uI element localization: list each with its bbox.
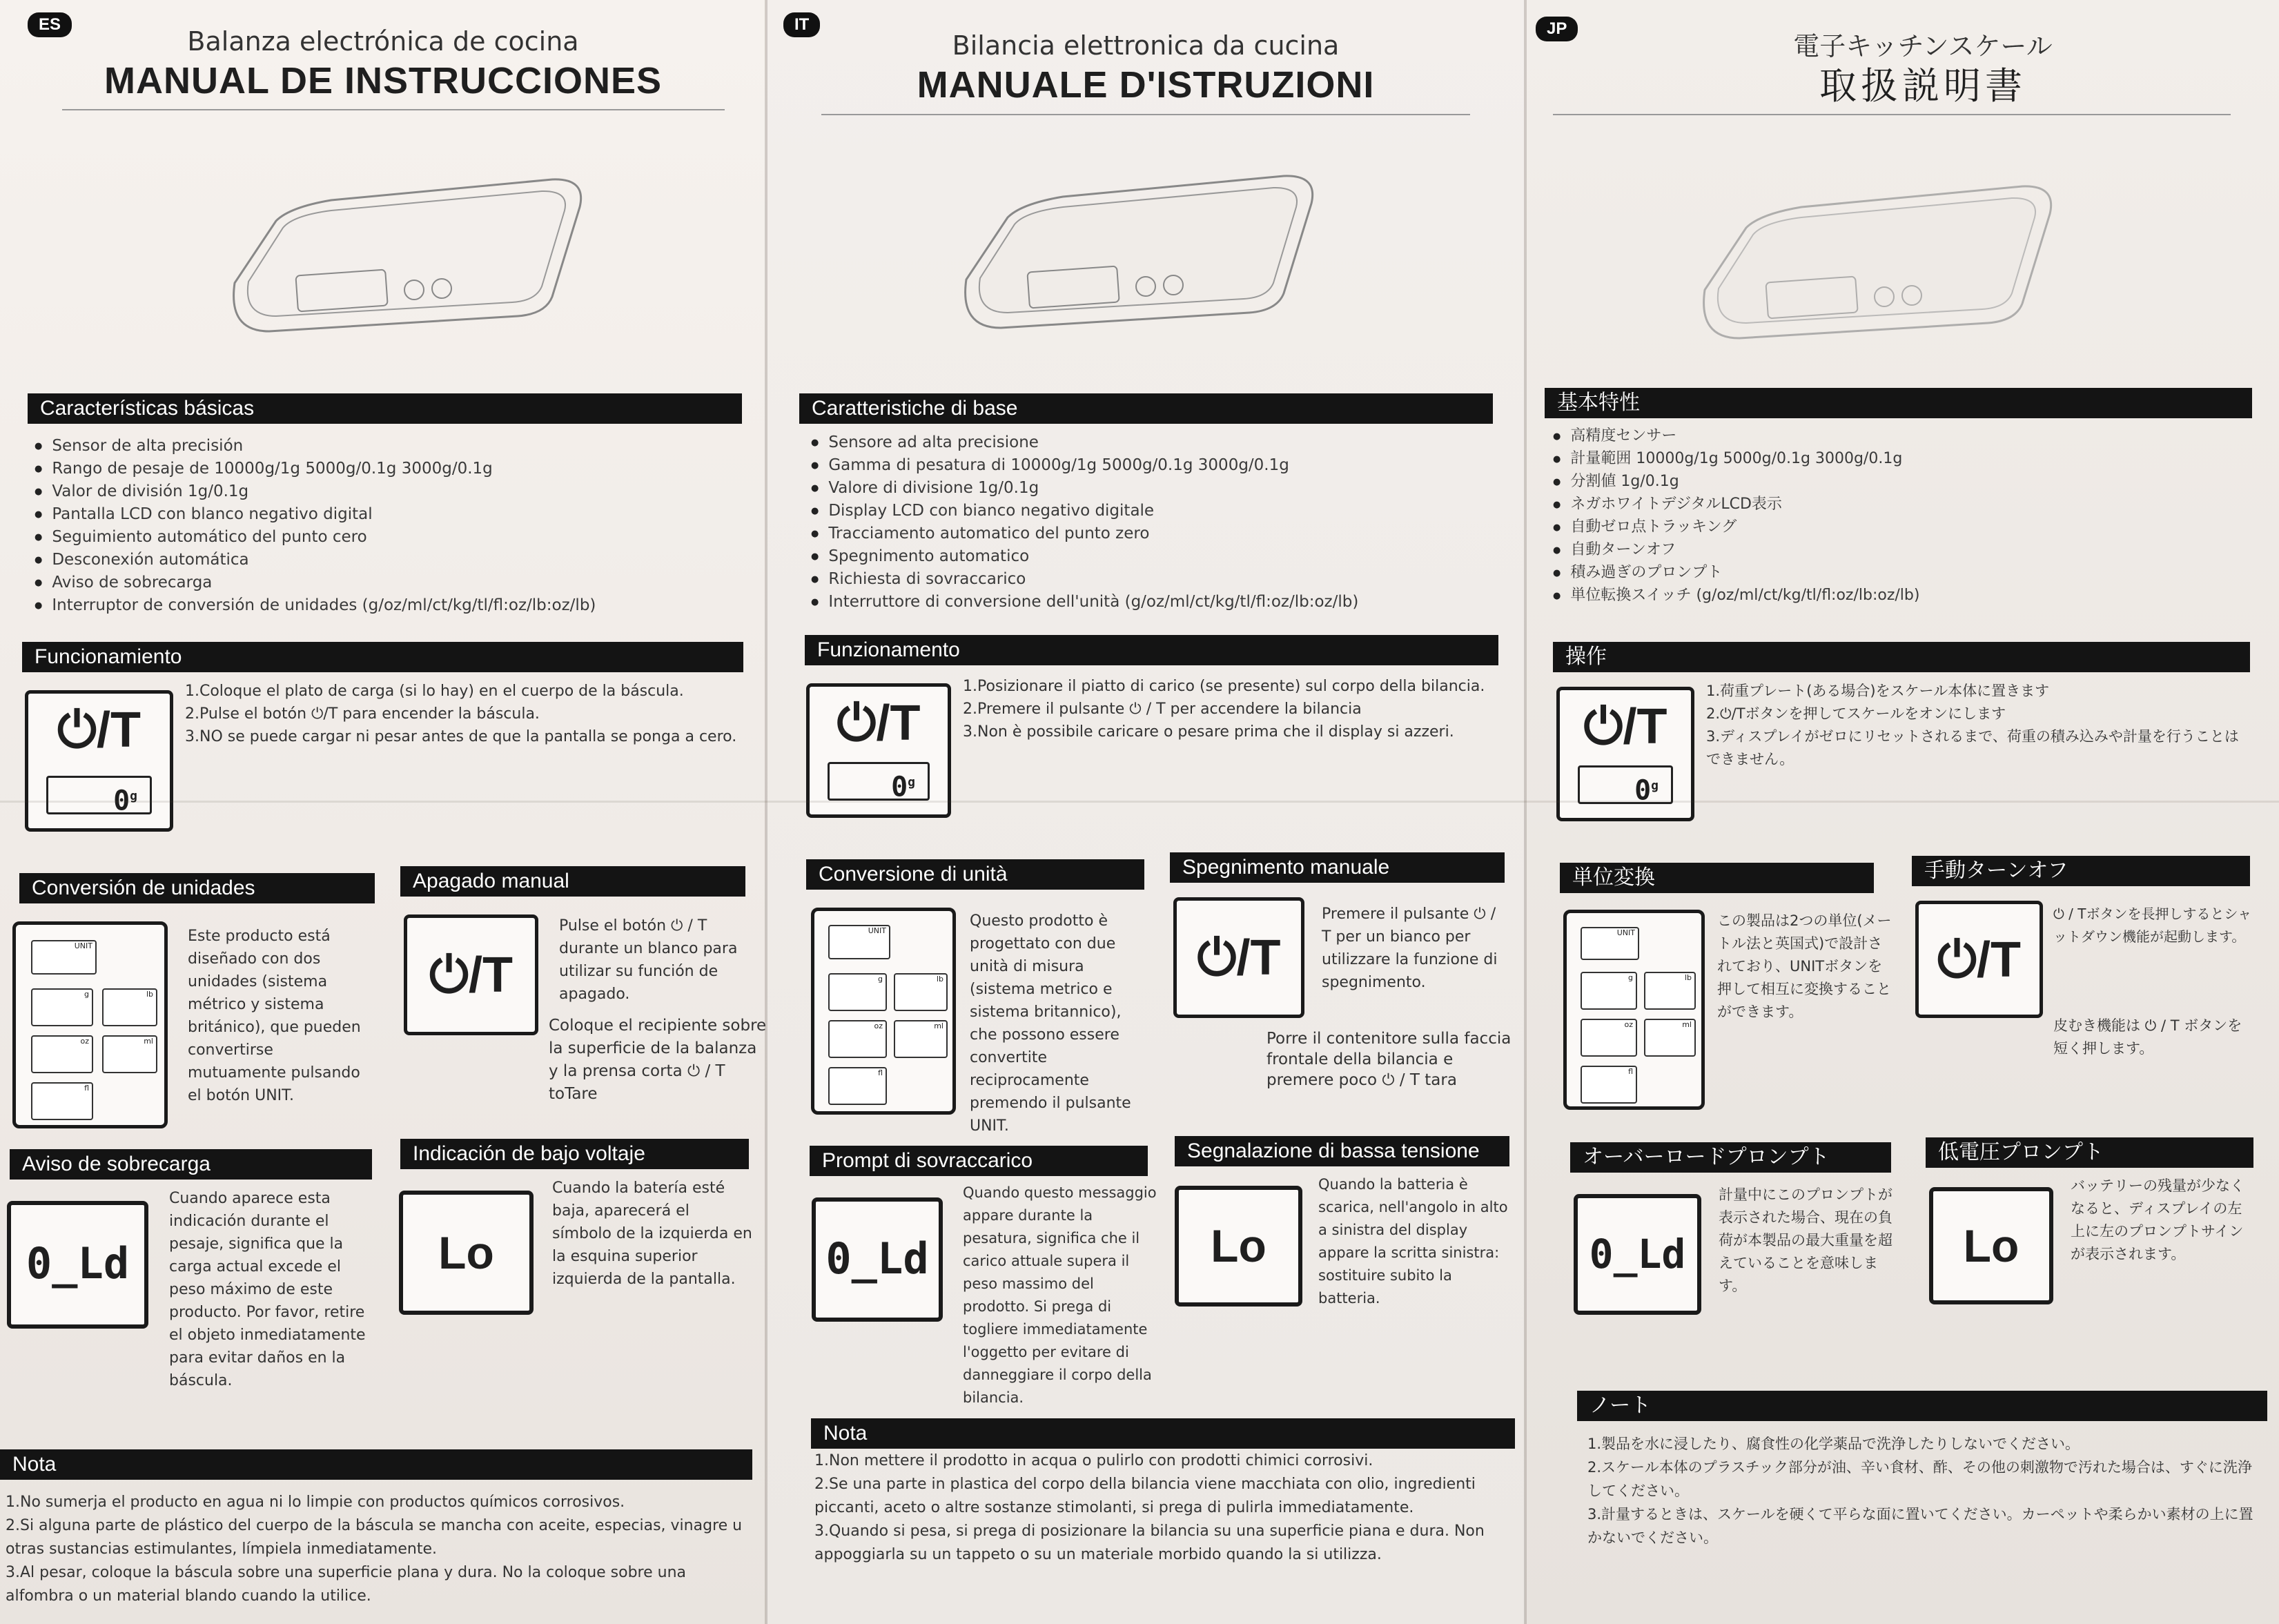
operation-step: 2.⏻/Tボタンを押してスケールをオンにします — [1706, 705, 2006, 722]
power-tare-button-diagram — [1173, 897, 1304, 1018]
lcd-display: 0$^g$ — [828, 762, 930, 801]
notes-list — [6, 1491, 751, 1608]
unit-conversion-heading: Conversión de unidades — [19, 873, 375, 903]
manual-off-text: Premere il pulsante ⏻ / T per un bianco per utilizzare la funzione di spegnimento. — [1322, 906, 1498, 991]
operation-step: 1.Posizionare il piatto di carico (se presente) sul corpo della bilancia. — [963, 678, 1485, 695]
language-badge: JP — [1536, 17, 1578, 41]
unit-g-icon: g — [1581, 972, 1637, 1010]
kitchen-scale-illustration — [193, 124, 621, 345]
feature-item: ● Seguimiento automático del punto cero — [35, 526, 596, 549]
unit-conversion-heading: Conversione di unità — [806, 859, 1144, 890]
unit-g-icon: g — [828, 973, 887, 1011]
unit-oz-icon: oz — [828, 1020, 887, 1058]
feature-item: ● Interruptor de conversión de unidades (g/oz/ml/ct/kg/tl/fl:oz/lb:oz/lb) — [35, 594, 596, 617]
paper-fold-line — [0, 801, 2279, 803]
tare-text: Coloque el recipiente sobre la superficie de la balanza y la prensa corta ⏻ / T toTare — [549, 1017, 766, 1103]
title-divider — [62, 109, 725, 110]
unit-buttons-diagram — [12, 921, 168, 1128]
kitchen-scale-illustration — [1663, 131, 2091, 352]
features-list — [811, 431, 1358, 614]
low-voltage-heading: 低電圧プロンプト — [1926, 1137, 2253, 1168]
language-badge: IT — [783, 12, 820, 37]
low-voltage-heading: Segnalazione di bassa tensione — [1175, 1136, 1509, 1166]
power-tare-icon: ⏻/T — [1937, 932, 2021, 988]
power-tare-button-diagram — [1915, 901, 2043, 1018]
unit-conversion-text: Questo prodotto è progettato con due unità di misura (sistema metrico e sistema britannico), che possono essere convertite reciprocamente premendo il pulsante UNIT. — [970, 912, 1131, 1135]
overload-heading: Aviso de sobrecarga — [10, 1149, 372, 1180]
feature-item: ● Sensor de alta precisión — [35, 435, 596, 458]
low-voltage-text: バッテリーの残量が少なくなると、ディスプレイの左上に左のプロンプトサインが表示されます。 — [2071, 1177, 2244, 1262]
feature-item: ● Display LCD con bianco negativo digitale — [811, 500, 1358, 522]
manual-subtitle: 電子キッチンスケール — [1793, 31, 2053, 61]
manual-off-heading: Apagado manual — [400, 866, 745, 897]
power-tare-display-diagram — [25, 690, 173, 832]
unit-lb-icon: lb — [102, 988, 157, 1026]
feature-item: ● Richiesta di sovraccarico — [811, 568, 1358, 591]
kitchen-scale-illustration — [925, 121, 1353, 342]
manual-off-text: Pulse el botón ⏻ / T durante un blanco para utilizar su función de apagado. — [559, 917, 738, 1003]
lcd-display: 0$^g$ — [1578, 765, 1673, 804]
tare-text: Porre il contenitore sulla faccia frontale della bilancia e premere poco ⏻ / T tara — [1266, 1030, 1512, 1089]
overload-symbol-box — [812, 1197, 943, 1322]
features-heading: Características básicas — [28, 393, 742, 424]
operation-step: 1.荷重プレート(ある場合)をスケール本体に置きます — [1706, 683, 2050, 699]
feature-item: ● Spegnimento automatico — [811, 545, 1358, 568]
unit-buttons-diagram — [1563, 910, 1705, 1110]
note-item: 2.Se una parte in plastica del corpo della bilancia viene macchiata con olio, ingredienti piccanti, aceto o altre sostanze stimolanti, si prega di pulirla immediatamente. — [814, 1476, 1476, 1516]
title-divider — [1553, 114, 2231, 115]
unit-ml-icon: ml — [894, 1020, 948, 1058]
feature-item: ● Pantalla LCD con blanco negativo digital — [35, 503, 596, 526]
note-item: 2.スケール本体のプラスチック部分が油、辛い食材、酢、その他の刺激物で汚れた場合は、すぐに洗浄してください。 — [1587, 1459, 2252, 1499]
operation-step: 2.Pulse el botón ⏻/T para encender la báscula. — [185, 705, 540, 723]
notes-list — [1587, 1432, 2264, 1549]
note-item: 1.製品を水に浸したり、腐食性の化学薬品で洗浄したりしないでください。 — [1587, 1436, 2080, 1452]
feature-item: ● Sensore ad alta precisione — [811, 431, 1358, 454]
note-item: 2.Si alguna parte de plástico del cuerpo de la báscula se mancha con aceite, especias, vinagre u otras sustancias estimulantes, límpiela inmediatamente. — [6, 1517, 743, 1558]
unit-oz-icon: oz — [1581, 1019, 1637, 1057]
overload-heading: Prompt di sovraccarico — [810, 1146, 1148, 1176]
low-voltage-text: Cuando la batería esté baja, aparecerá el símbolo de la izquierda en la esquina superior izquierda de la pantalla. — [552, 1180, 752, 1288]
low-voltage-symbol-box — [1929, 1187, 2053, 1304]
note-heading: Nota — [811, 1418, 1515, 1449]
overload-text: Quando questo messaggio appare durante la pesatura, significa che il carico attuale supera il peso massimo del prodotto. Si prega di togliere immediatamente l'oggetto per evitare di danneggiare il corpo della bilancia. — [963, 1184, 1157, 1406]
panel-it — [766, 0, 1525, 1624]
panel-es — [0, 0, 766, 1624]
unit-button-icon: UNIT — [31, 940, 97, 975]
low-voltage-symbol-box — [399, 1191, 534, 1315]
power-tare-icon: ⏻/T — [57, 703, 141, 758]
low-battery-icon: Lo — [1211, 1220, 1266, 1271]
power-tare-icon: ⏻/T — [837, 696, 921, 751]
feature-item: ● Desconexión automática — [35, 549, 596, 571]
feature-item: ● ネガホワイトデジタルLCD表示 — [1553, 493, 1919, 516]
unit-fl-icon: fl — [31, 1082, 93, 1120]
operation-steps — [185, 680, 751, 748]
unit-conversion-text: この製品は2つの単位(メートル法と英国式)で設計されており、UNITボタンを押して相互に変換することができます。 — [1717, 912, 1892, 1020]
feature-item: ● 単位転換スイッチ (g/oz/ml/ct/kg/tl/fl:oz/lb:oz/lb) — [1553, 584, 1919, 607]
feature-item: ● Valore di divisione 1g/0.1g — [811, 477, 1358, 500]
note-heading: ノート — [1577, 1391, 2267, 1421]
note-heading: Nota — [0, 1449, 752, 1480]
overload-icon: 0_Ld — [1589, 1231, 1686, 1278]
operation-steps — [963, 675, 1515, 743]
overload-symbol-box — [7, 1201, 148, 1329]
note-item: 1.Non mettere il prodotto in acqua o pulirlo con prodotti chimici corrosivi. — [814, 1452, 1373, 1469]
power-tare-icon: ⏻/T — [1197, 930, 1281, 986]
feature-item: ● 分割値 1g/0.1g — [1553, 470, 1919, 493]
feature-item: ● Valor de división 1g/0.1g — [35, 480, 596, 503]
unit-conversion-text: Este producto está diseñado con dos unidades (sistema métrico y sistema británico), que pueden convertirse mutuamente pulsando el botón UNIT. — [188, 928, 361, 1104]
note-item: 3.Quando si pesa, si prega di posizionare la bilancia su una superficie piana e dura. Non appoggiarla su un tappeto o su un materiale morbido quando la si utilizza. — [814, 1523, 1485, 1563]
tare-text: 皮むき機能は ⏻ / T ボタンを短く押します。 — [2053, 1017, 2242, 1057]
unit-buttons-diagram — [811, 908, 956, 1115]
overload-icon: 0_Ld — [825, 1233, 929, 1284]
manual-title: MANUALE D'ISTRUZIONI — [917, 64, 1375, 106]
feature-item: ● 高精度センサー — [1553, 424, 1919, 447]
feature-item: ● 積み過ぎのプロンプト — [1553, 561, 1919, 584]
unit-fl-icon: fl — [1581, 1066, 1637, 1104]
manual-off-heading: Spegnimento manuale — [1170, 852, 1505, 883]
feature-item: ● Gamma di pesatura di 10000g/1g 5000g/0.1g 3000g/0.1g — [811, 454, 1358, 477]
notes-list — [814, 1449, 1512, 1567]
operation-step: 3.NO se puede cargar ni pesar antes de que la pantalla se ponga a cero. — [185, 728, 737, 745]
paper-fold-line — [765, 0, 767, 1624]
operation-heading: Funzionamento — [805, 635, 1498, 665]
unit-ml-icon: ml — [1644, 1019, 1696, 1057]
operation-steps — [1706, 680, 2244, 771]
feature-item: ● Rango de pesaje de 10000g/1g 5000g/0.1g 3000g/0.1g — [35, 458, 596, 480]
low-voltage-heading: Indicación de bajo voltaje — [400, 1139, 749, 1169]
feature-item: ● 計量範囲 10000g/1g 5000g/0.1g 3000g/0.1g — [1553, 447, 1919, 470]
manual-title: MANUAL DE INSTRUCCIONES — [104, 60, 663, 101]
operation-step: 3.ディスプレイがゼロにリセットされるまで、荷重の積み込みや計量を行うことはできません。 — [1706, 728, 2239, 767]
power-tare-display-diagram — [806, 683, 951, 818]
unit-conversion-heading: 単位変換 — [1560, 863, 1874, 893]
unit-fl-icon: fl — [828, 1067, 887, 1105]
overload-text: 計量中にこのプロンプトが表示された場合、現在の負荷が本製品の最大重量を超えていることを意味します。 — [1719, 1186, 1892, 1294]
manual-off-text: ⏻ / Tボタンを長押しするとシャットダウン機能が起動します。 — [2053, 906, 2252, 945]
manual-subtitle: Balanza electrónica de cocina — [187, 26, 579, 57]
unit-g-icon: g — [31, 988, 93, 1026]
note-item: 3.計量するときは、スケールを硬くて平らな面に置いてください。カーペットや柔らかい素材の上に置かないでください。 — [1587, 1506, 2253, 1546]
operation-heading: Funcionamiento — [22, 642, 743, 672]
overload-icon: 0_Ld — [26, 1238, 130, 1289]
feature-item: ● 自動ゼロ点トラッキング — [1553, 516, 1919, 538]
lcd-display: 0$^g$ — [46, 776, 152, 814]
unit-lb-icon: lb — [1644, 972, 1696, 1010]
operation-heading: 操作 — [1553, 642, 2250, 672]
language-badge: ES — [28, 12, 72, 37]
overload-text: Cuando aparece esta indicación durante el pesaje, significa que la carga actual excede el peso máximo de este producto. Por favor, retire el objeto inmediatamente para evitar daños en la báscula. — [169, 1190, 366, 1389]
paper-fold-line — [1524, 0, 1527, 1624]
low-battery-icon: Lo — [438, 1227, 494, 1278]
unit-ml-icon: ml — [102, 1035, 157, 1073]
features-list — [1553, 424, 1919, 607]
note-item: 1.No sumerja el producto en agua ni lo limpie con productos químicos corrosivos. — [6, 1494, 625, 1511]
power-tare-button-diagram — [404, 914, 538, 1035]
unit-lb-icon: lb — [894, 973, 948, 1011]
feature-item: ● Interruttore di conversione dell'unità (g/oz/ml/ct/kg/tl/fl:oz/lb:oz/lb) — [811, 591, 1358, 614]
unit-button-icon: UNIT — [828, 925, 890, 959]
manual-subtitle: Bilancia elettronica da cucina — [952, 30, 1340, 61]
power-tare-icon: ⏻/T — [1583, 699, 1667, 754]
low-battery-icon: Lo — [1963, 1220, 2019, 1271]
features-list — [35, 435, 596, 617]
unit-button-icon: UNIT — [1581, 927, 1639, 960]
features-heading: Caratteristiche di base — [799, 393, 1493, 424]
overload-symbol-box — [1574, 1194, 1701, 1315]
low-voltage-symbol-box — [1175, 1186, 1302, 1307]
low-voltage-text: Quando la batteria è scarica, nell'angolo in alto a sinistra del display appare la scritta sinistra: sostituire subito la batteria. — [1318, 1176, 1508, 1307]
panel-jp — [1525, 0, 2279, 1624]
unit-oz-icon: oz — [31, 1035, 93, 1073]
power-tare-icon: ⏻/T — [429, 948, 513, 1003]
operation-step: 1.Coloque el plato de carga (si lo hay) en el cuerpo de la báscula. — [185, 683, 684, 700]
manual-title: 取扱説明書 — [1819, 66, 2026, 107]
note-item: 3.Al pesar, coloque la báscula sobre una superficie plana y dura. No la coloque sobre una alfombra o un material blando cuando la utilice. — [6, 1564, 687, 1605]
operation-step: 3.Non è possibile caricare o pesare prima che il display si azzeri. — [963, 723, 1454, 741]
manual-off-heading: 手動ターンオフ — [1912, 856, 2250, 886]
overload-heading: オーバーロードプロンプト — [1570, 1142, 1891, 1173]
feature-item: ● Tracciamento automatico del punto zero — [811, 522, 1358, 545]
features-heading: 基本特性 — [1545, 388, 2252, 418]
operation-step: 2.Premere il pulsante ⏻ / T per accendere la bilancia — [963, 701, 1362, 718]
title-divider — [821, 114, 1470, 115]
feature-item: ● Aviso de sobrecarga — [35, 571, 596, 594]
feature-item: ● 自動ターンオフ — [1553, 538, 1919, 561]
